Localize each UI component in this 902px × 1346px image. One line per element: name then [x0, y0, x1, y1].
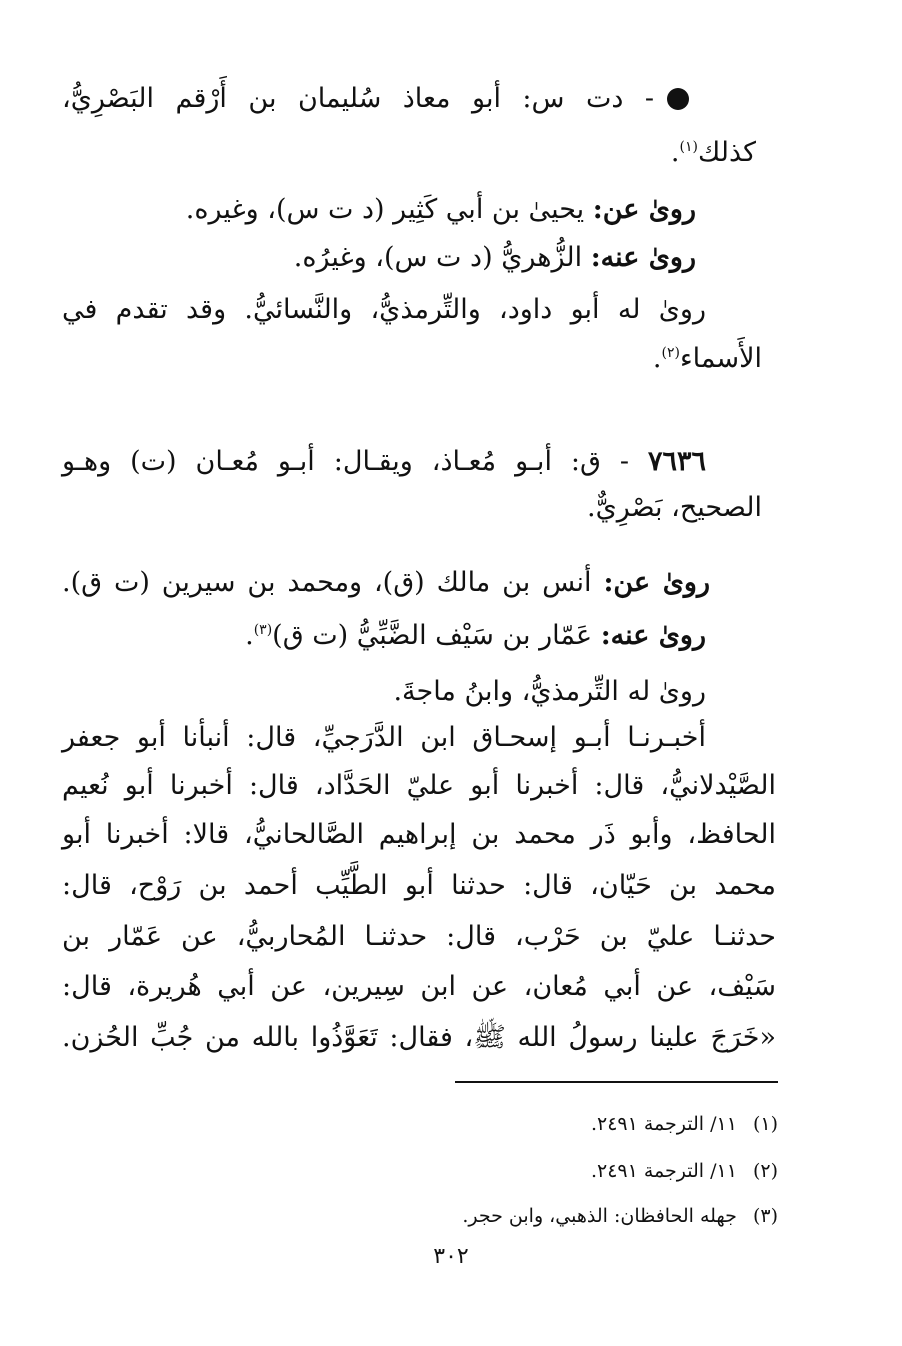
entry2-rawa-anhu: روىٰ عنه: عَمّار بن سَيْف الضَّبِّيُّ (ت ق)$^{(٣)}$. — [245, 620, 706, 651]
entry2-heading-line2: الصحيح، بَصْرِيٌّ. — [587, 492, 762, 523]
entry1-rawa-lahu-line1: روىٰ له أبو داود، والتِّرمذيُّ، والنَّسائيُّ. وقد تقدم في — [62, 294, 706, 325]
entry1-rawa-an: روىٰ عن: يحيىٰ بن أبي كَثِير (د ت س)، وغيره. — [185, 194, 696, 225]
entry2-rawa-lahu: روىٰ له التِّرمذيُّ، وابنُ ماجةَ. — [393, 676, 706, 707]
rawa-anhu-label: روىٰ عنه: — [590, 242, 696, 273]
footnote-2: (٢)١١/ الترجمة ٢٤٩١. — [590, 1160, 778, 1182]
bullet-icon — [667, 88, 689, 110]
footnote-ref-1[interactable]: (١) — [679, 139, 698, 155]
isnad-line: الحافظ، وأبو ذَر محمد بن إبراهيم الصَّالحانيُّ، قالا: أخبرنا أبو — [62, 819, 776, 850]
footnote-ref-2[interactable]: (٢) — [661, 345, 680, 361]
isnad-line: «خَرَجَ علينا رسولُ الله ﷺ، فقال: تَعَوَّذُوا بالله من جُبِّ الحُزن. — [62, 1022, 776, 1053]
entry1-heading-line1: - دت س: أبو معاذ سُليمان بن أَرْقم البَصْرِيُّ، — [62, 83, 654, 114]
entry2-rawa-an: روىٰ عن: أنس بن مالك (ق)، ومحمد بن سيرين (ت ق). — [62, 567, 710, 598]
isnad-line: الصَّيْدلانيُّ، قال: أخبرنا أبو عليّ الحَدَّاد، قال: أخبرنا أبو نُعيم — [62, 770, 776, 801]
entry1-heading-line2: كذلك$^{(١)}$. — [670, 137, 756, 168]
footnote-3: (٣)جهله الحافظان: الذهبي، وابن حجر. — [462, 1205, 778, 1227]
entry-number: ٧٦٣٦ — [647, 446, 706, 477]
isnad-line: حدثنـا عليّ بن حَرْب، قال: حدثنـا المُحاربيُّ، عن عَمّار بن — [62, 921, 776, 952]
isnad-line: محمد بن حَيّان، قال: حدثنا أبو الطَّيِّب أحمد بن رَوْح، قال: — [62, 870, 776, 901]
entry1-rawa-anhu: روىٰ عنه: الزُّهريُّ (د ت س)، وغيرُه. — [293, 242, 696, 273]
isnad-line: أخبـرنـا أبـو إسحـاق ابن الدَّرَجيِّ، قال: أنبأنا أبو جعفر — [62, 722, 706, 753]
isnad-line: سَيْف، عن أبي مُعان، عن ابن سِيرين، عن أبي هُريرة، قال: — [62, 971, 776, 1002]
page-number: ٣٠٢ — [433, 1244, 469, 1269]
entry1-rawa-lahu-line2: الأَسماء$^{(٢)}$. — [652, 343, 762, 374]
entry2-heading-line1: ٧٦٣٦ - ق: أبـو مُعـاذ، ويقـال: أبـو مُعـان (ت) وهـو — [62, 446, 706, 477]
footnote-ref-3[interactable]: (٣) — [253, 622, 273, 638]
footnote-separator — [455, 1081, 778, 1083]
rawa-an-label: روىٰ عن: — [592, 194, 696, 225]
footnote-1: (١)١١/ الترجمة ٢٤٩١. — [590, 1113, 778, 1135]
